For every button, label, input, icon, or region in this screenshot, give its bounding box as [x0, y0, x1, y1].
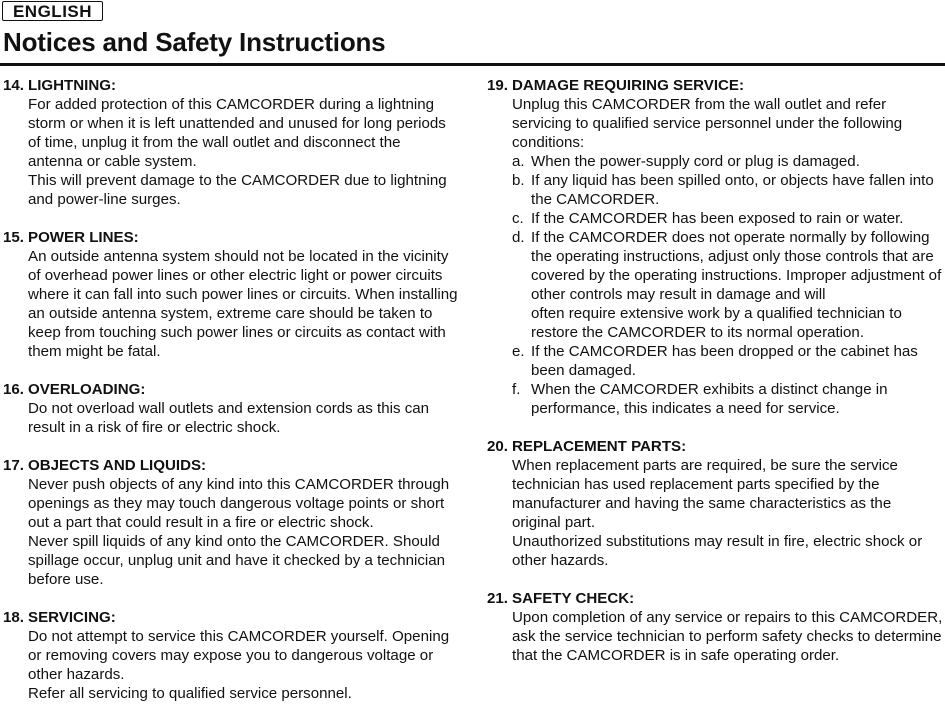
section-number: 18. [3, 609, 24, 626]
section-paragraph: Upon completion of any service or repairs to this CAMCORDER, ask the service technician to perform safety checks to determine that the CAMCORDER is in safe operating order. [512, 609, 943, 664]
condition-label: e. [512, 343, 525, 360]
condition-label: d. [512, 229, 525, 246]
section-title: SAFETY CHECK: [512, 590, 635, 607]
section-paragraph: This will prevent damage to the CAMCORDER due to lightning and power-line surges. [28, 172, 447, 208]
condition-item [512, 171, 943, 209]
condition-item [512, 342, 943, 380]
section-paragraph: Never push objects of any kind into this CAMCORDER through openings as they may touch dangerous voltage points or short out a part that could result in a fire or electric shock. [28, 476, 450, 531]
section-safety-check [487, 589, 943, 665]
section-title: LIGHTNING: [28, 77, 117, 94]
section-number: 15. [3, 229, 24, 246]
section-number: 14. [3, 77, 24, 94]
condition-text: When the CAMCORDER exhibits a distinct change in performance, this indicates a need for service. [531, 381, 888, 417]
condition-text-continued: often require extensive work by a qualified technician to restore the CAMCORDER to its normal operation. [531, 305, 902, 341]
section-damage-requiring-service [487, 76, 943, 418]
section-paragraph: Unauthorized substitutions may result in fire, electric shock or other hazards. [512, 533, 923, 569]
section-title: SERVICING: [28, 609, 116, 626]
condition-text: If the CAMCORDER has been dropped or the cabinet has been damaged. [531, 343, 918, 379]
section-replacement-parts [487, 437, 943, 570]
section-number: 20. [487, 438, 508, 455]
condition-item [512, 380, 943, 418]
section-paragraph: For added protection of this CAMCORDER during a lightning storm or when it is left unattended and unused for long periods of time, unplug it from the wall outlet and disconnect the antenna or cable system. [28, 96, 446, 170]
section-number: 16. [3, 381, 24, 398]
section-number: 21. [487, 590, 508, 607]
condition-text: If the CAMCORDER does not operate normally by following the operating instructions, adjust only those controls that are covered by the operating instructions. Improper adjustment of other controls may result in damage and will [531, 229, 942, 303]
condition-item [512, 152, 943, 171]
section-paragraph: An outside antenna system should not be located in the vicinity of overhead power lines or other electric light or power circuits where it can fall into such power lines or circuits. When installing an outside antenna system, extreme care should be taken to keep from touching such power lines or circuits as contact with them might be fatal. [28, 248, 458, 360]
section-title: REPLACEMENT PARTS: [512, 438, 687, 455]
section-paragraph: Do not attempt to service this CAMCORDER yourself. Opening or removing covers may expose you to dangerous voltage or other hazards. [28, 628, 450, 683]
page-title: Notices and Safety Instructions [3, 27, 386, 57]
left-column [3, 76, 458, 722]
right-column [487, 76, 943, 684]
condition-text: If any liquid has been spilled onto, or objects have fallen into the CAMCORDER. [531, 172, 934, 208]
condition-label: b. [512, 172, 525, 189]
section-paragraph: Never spill liquids of any kind onto the CAMCORDER. Should spillage occur, unplug unit and have it checked by a technician before use. [28, 533, 446, 588]
section-title: OVERLOADING: [28, 381, 146, 398]
condition-item [512, 228, 943, 342]
section-title: DAMAGE REQUIRING SERVICE: [512, 77, 745, 94]
section-number: 19. [487, 77, 508, 94]
language-badge: ENGLISH [2, 1, 103, 21]
section-title: POWER LINES: [28, 229, 139, 246]
section-objects-and-liquids [3, 456, 458, 589]
section-servicing [3, 608, 458, 703]
condition-item [512, 209, 943, 228]
section-title: OBJECTS AND LIQUIDS: [28, 457, 207, 474]
condition-label: a. [512, 153, 525, 170]
condition-label: c. [512, 210, 524, 227]
condition-text: If the CAMCORDER has been exposed to rain or water. [531, 210, 904, 227]
section-paragraph: Do not overload wall outlets and extension cords as this can result in a risk of fire or electric shock. [28, 400, 430, 436]
section-paragraph: Unplug this CAMCORDER from the wall outlet and refer servicing to qualified service personnel under the following conditions: [512, 96, 903, 151]
section-paragraph: When replacement parts are required, be sure the service technician has used replacement parts specified by the manufacturer and having the same characteristics as the original part. [512, 457, 898, 531]
section-paragraph: Refer all servicing to qualified service personnel. [28, 685, 352, 702]
section-power-lines [3, 228, 458, 361]
title-divider [0, 63, 945, 66]
section-overloading [3, 380, 458, 437]
condition-text: When the power-supply cord or plug is damaged. [531, 153, 860, 170]
section-lightning [3, 76, 458, 209]
section-number: 17. [3, 457, 24, 474]
condition-label: f. [512, 381, 521, 398]
